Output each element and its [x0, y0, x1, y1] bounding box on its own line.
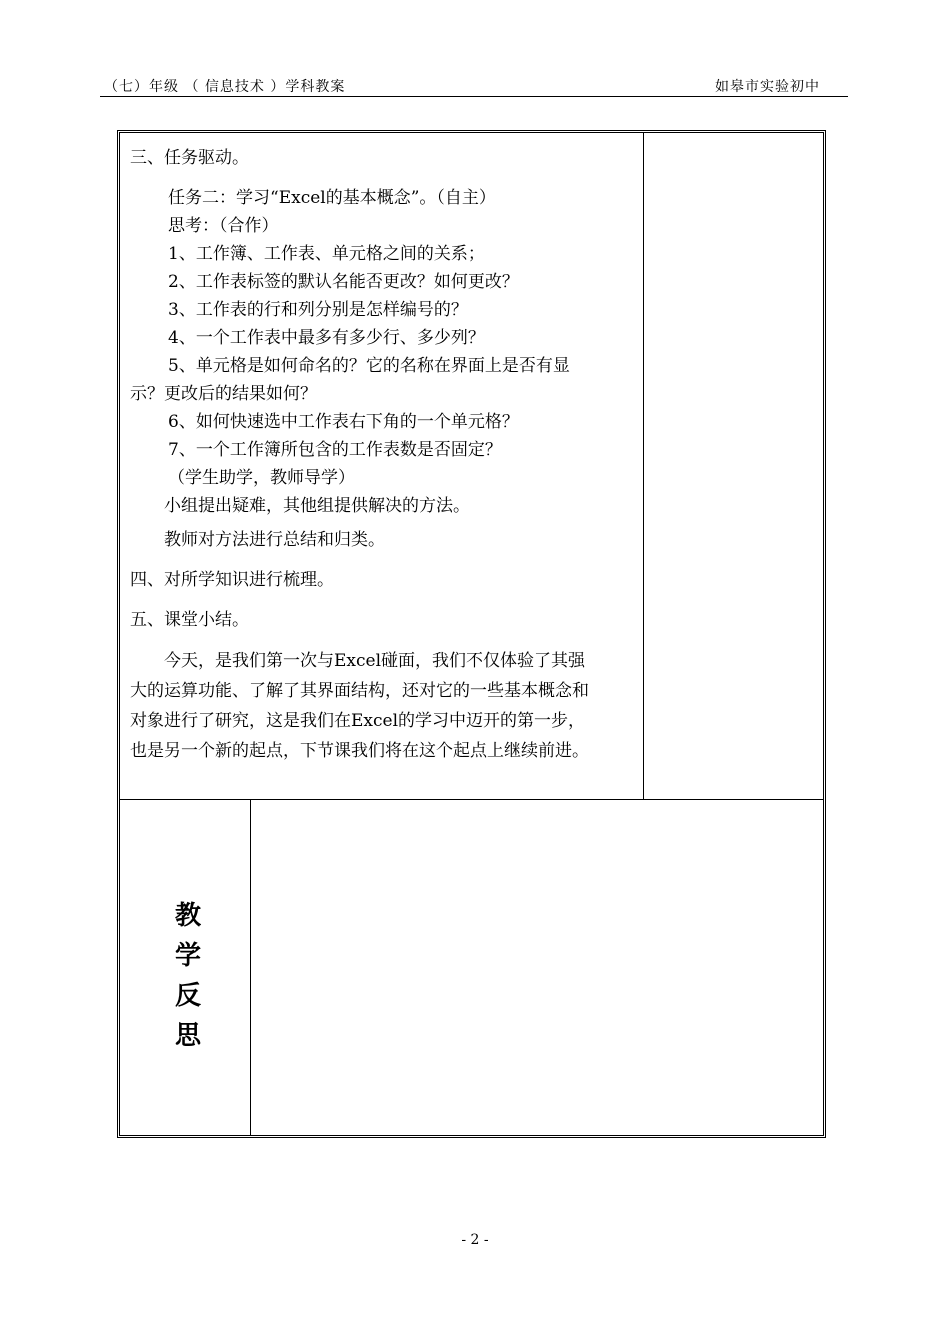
- task-two: 任务二：学习“Excel的基本概念”。（自主）: [168, 188, 496, 208]
- method-note: （学生助学，教师导学）: [168, 468, 355, 488]
- column-divider: [643, 133, 644, 800]
- think-label: 思考：（合作）: [168, 216, 279, 236]
- question-item: 6、如何快速选中工作表右下角的一个单元格？: [168, 412, 519, 432]
- section-heading-review: 四、对所学知识进行梳理。: [130, 570, 334, 590]
- reflection-char: 反: [175, 981, 202, 1011]
- reflection-char: 学: [175, 941, 202, 971]
- summary-paragraph: [130, 646, 640, 766]
- question-item: 2、工作表标签的默认名能否更改？如何更改？: [168, 272, 519, 292]
- summary-line: 对象进行了研究，这是我们在Excel的学习中迈开的第一步，: [130, 711, 586, 731]
- question-item: 7、一个工作簿所包含的工作表数是否固定？: [168, 440, 502, 460]
- teacher-summary: 教师对方法进行总结和归类。: [164, 530, 385, 550]
- question-item: 5、单元格是如何命名的？它的名称在界面上是否有显: [168, 356, 570, 376]
- summary-line: 也是另一个新的起点，下节课我们将在这个起点上继续前进。: [130, 741, 589, 761]
- question-item: 3、工作表的行和列分别是怎样编号的？: [168, 300, 468, 320]
- section-heading-task: 三、任务驱动。: [130, 148, 249, 168]
- header-course-title: （七）年级 （ 信息技术 ）学科教案: [104, 79, 346, 95]
- question-item-continued: 示？更改后的结果如何？: [130, 384, 317, 404]
- page-header: [100, 76, 848, 97]
- teaching-reflection-label: [121, 800, 251, 1134]
- page-number: - 2 -: [461, 1232, 489, 1248]
- lesson-content: [130, 140, 640, 766]
- group-activity: 小组提出疑难，其他组提供解决的方法。: [164, 496, 470, 516]
- reflection-char: 思: [175, 1021, 202, 1051]
- question-item: 1、工作簿、工作表、单元格之间的关系；: [168, 244, 485, 264]
- header-school-name: 如皋市实验初中: [715, 79, 820, 95]
- section-heading-summary: 五、课堂小结。: [130, 610, 249, 630]
- summary-line: 今天，是我们第一次与Excel碰面，我们不仅体验了其强: [164, 651, 586, 671]
- summary-line: 大的运算功能、了解了其界面结构，还对它的一些基本概念和: [130, 681, 589, 701]
- question-item: 4、一个工作表中最多有多少行、多少列？: [168, 328, 485, 348]
- reflection-char: 教: [175, 901, 202, 931]
